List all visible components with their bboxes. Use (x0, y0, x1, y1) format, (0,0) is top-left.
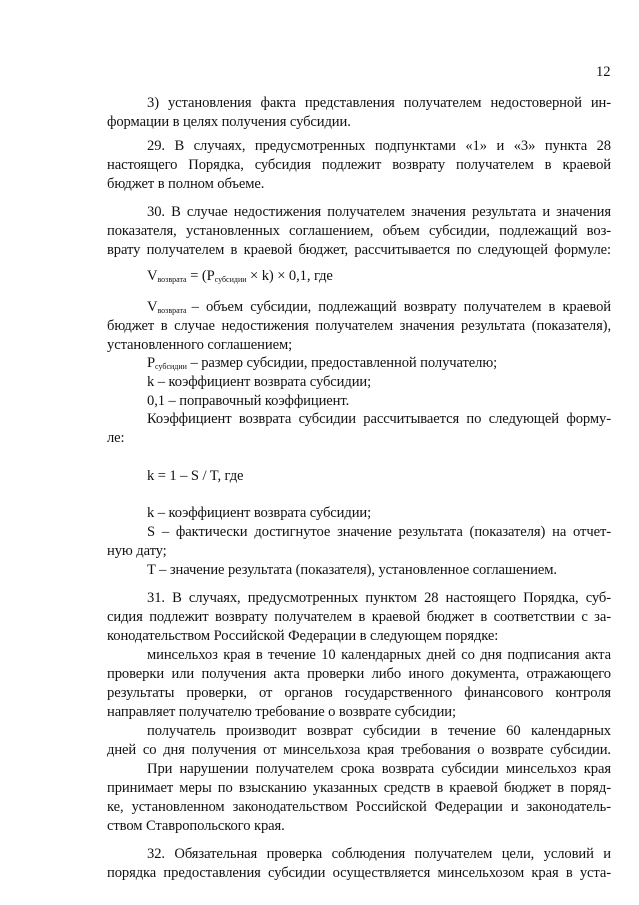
paragraph-line: направляет получателю требование о возврате субсидии; (107, 704, 456, 720)
paragraph-line: врату получателем в краевой бюджет, рассчитывается по следующей формуле: (107, 242, 611, 258)
paragraph-line: ную дату; (107, 543, 167, 559)
paragraph-line: 31. В случаях, предусмотренных пунктом 28 настоящего Порядка, суб- (147, 590, 611, 606)
paragraph-line: – объем субсидии, подлежащий возврату получателем в краевой (191, 299, 611, 315)
paragraph-line: 30. В случае недостижения получателем значения результата и значения (147, 204, 611, 220)
paragraph-line: – размер субсидии, предоставленной получателю; (190, 355, 498, 371)
paragraph-line: S – фактически достигнутое значение результата (показателя) на отчет- (147, 524, 611, 540)
symbol-v-subscript: возврата (157, 306, 187, 315)
symbol-v: V (147, 299, 158, 315)
paragraph-line: установленного соглашением; (107, 337, 293, 353)
paragraph-line: формации в целях получения субсидии. (107, 114, 351, 130)
paragraph-line: показателя, установленных соглашением, объем субсидии, подлежащий воз- (107, 223, 611, 239)
formula-refund-volume (147, 267, 611, 289)
paragraph-line: результаты проверки, от органов государственного финансового контроля (107, 685, 611, 701)
page-number: 12 (596, 64, 611, 80)
formula-equals: = (P (186, 268, 215, 284)
paragraph-line: 29. В случаях, предусмотренных подпунктами «1» и «3» пункта 28 (147, 138, 611, 154)
symbol-p: P (147, 355, 156, 371)
formula-p-subscript: субсидии (214, 275, 247, 284)
paragraph-line: k – коэффициент возврата субсидии; (147, 374, 372, 390)
paragraph-line: проверки или получения акта проверки либо иного документа, отражающего (107, 666, 611, 682)
paragraph-line: бюджет в полном объеме. (107, 176, 265, 192)
paragraph-line: бюджет в случае недостижения получателем значения результата (показателя), (107, 318, 611, 334)
paragraph-line: 0,1 – поправочный коэффициент. (147, 393, 350, 409)
paragraph-line: сидия подлежит возврату получателем в краевой бюджет в соответствии с за- (107, 609, 611, 625)
paragraph-line: ке, установленном законодательством Российской Федерации и законодатель- (107, 799, 611, 815)
paragraph-line: Коэффициент возврата субсидии рассчитывается по следующей форму- (147, 411, 611, 427)
paragraph-line: настоящего Порядка, субсидия подлежит возврату получателем в краевой (107, 157, 611, 173)
paragraph-line: принимает меры по взысканию указанных средств в краевой бюджет в поряд- (107, 780, 611, 796)
symbol-p-subscript: субсидии (155, 362, 187, 371)
paragraph-line: получатель производит возврат субсидии в течение 60 календарных (147, 723, 611, 739)
paragraph-line: k – коэффициент возврата субсидии; (147, 505, 372, 521)
formula-rest: × k) × 0,1, где (246, 268, 333, 284)
paragraph-line: дней со дня получения от минсельхоза края требования о возврате субсидии. (107, 742, 611, 758)
paragraph-line: ле: (107, 430, 125, 446)
paragraph-line: минсельхоз края в течение 10 календарных дней со дня подписания акта (147, 647, 611, 663)
paragraph-line: конодательством Российской Федерации в следующем порядке: (107, 628, 499, 644)
formula-coefficient: k = 1 – S / T, где (147, 468, 244, 484)
formula-v-subscript: возврата (157, 275, 187, 284)
paragraph-line: T – значение результата (показателя), установленное соглашением. (147, 562, 557, 578)
paragraph-line: порядка предоставления субсидии осуществляется минсельхозом края в уста- (107, 865, 611, 881)
paragraph-line: 3) установления факта представления получателем недостоверной ин- (147, 95, 611, 111)
formula-v-symbol: V (147, 268, 158, 284)
paragraph-line: ством Ставропольского края. (107, 818, 285, 834)
paragraph-line: При нарушении получателем срока возврата субсидии минсельхоз края (147, 761, 611, 777)
paragraph-line: 32. Обязательная проверка соблюдения получателем цели, условий и (147, 846, 611, 862)
